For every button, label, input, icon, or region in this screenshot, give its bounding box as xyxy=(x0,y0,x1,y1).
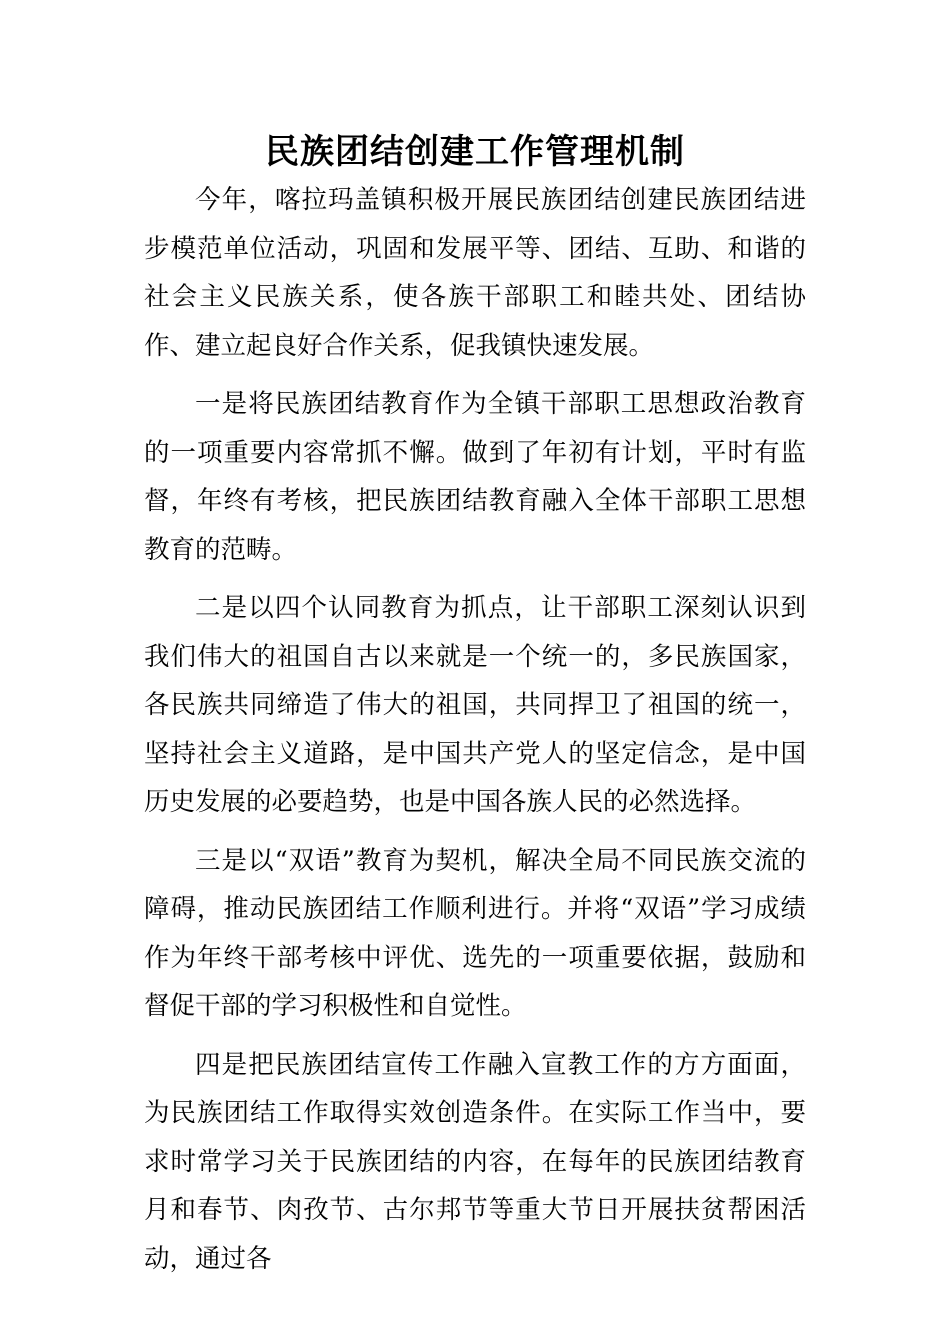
paragraph-point-2: 二是以四个认同教育为抓点，让干部职工深刻认识到我们伟大的祖国自古以来就是一个统一的，多民族国家，各民族共同缔造了伟大的祖国，共同捍卫了祖国的统一，坚持社会主义道路，是中国共产党人的坚定信念，是中国历史发展的必要趋势，也是中国各族人民的必然选择。 xyxy=(144,593,806,817)
document-title: 民族团结创建工作管理机制 xyxy=(265,132,685,172)
paragraph-intro: 今年，喀拉玛盖镇积极开展民族团结创建民族团结进步模范单位活动，巩固和发展平等、团结、互助、和谐的社会主义民族关系，使各族干部职工和睦共处、团结协作、建立起良好合作关系，促我镇快速发展。 xyxy=(144,185,806,361)
paragraph-point-4: 四是把民族团结宣传工作融入宣教工作的方方面面，为民族团结工作取得实效创造条件。在实际工作当中，要求时常学习关于民族团结的内容，在每年的民族团结教育月和春节、肉孜节、古尔邦节等重大节日开展扶贫帮困活动，通过各 xyxy=(144,1049,806,1274)
paragraph-point-1: 一是将民族团结教育作为全镇干部职工思想政治教育的一项重要内容常抓不懈。做到了年初有计划，平时有监督，年终有考核，把民族团结教育融入全体干部职工思想教育的范畴。 xyxy=(144,389,806,565)
document-body xyxy=(144,176,806,1293)
paragraph-point-3: 三是以“双语”教育为契机，解决全局不同民族交流的障碍，推动民族团结工作顺利进行。并将“双语”学习成绩作为年终干部考核中评优、选先的一项重要依据，鼓励和督促干部的学习积极性和自觉性。 xyxy=(144,845,806,1021)
